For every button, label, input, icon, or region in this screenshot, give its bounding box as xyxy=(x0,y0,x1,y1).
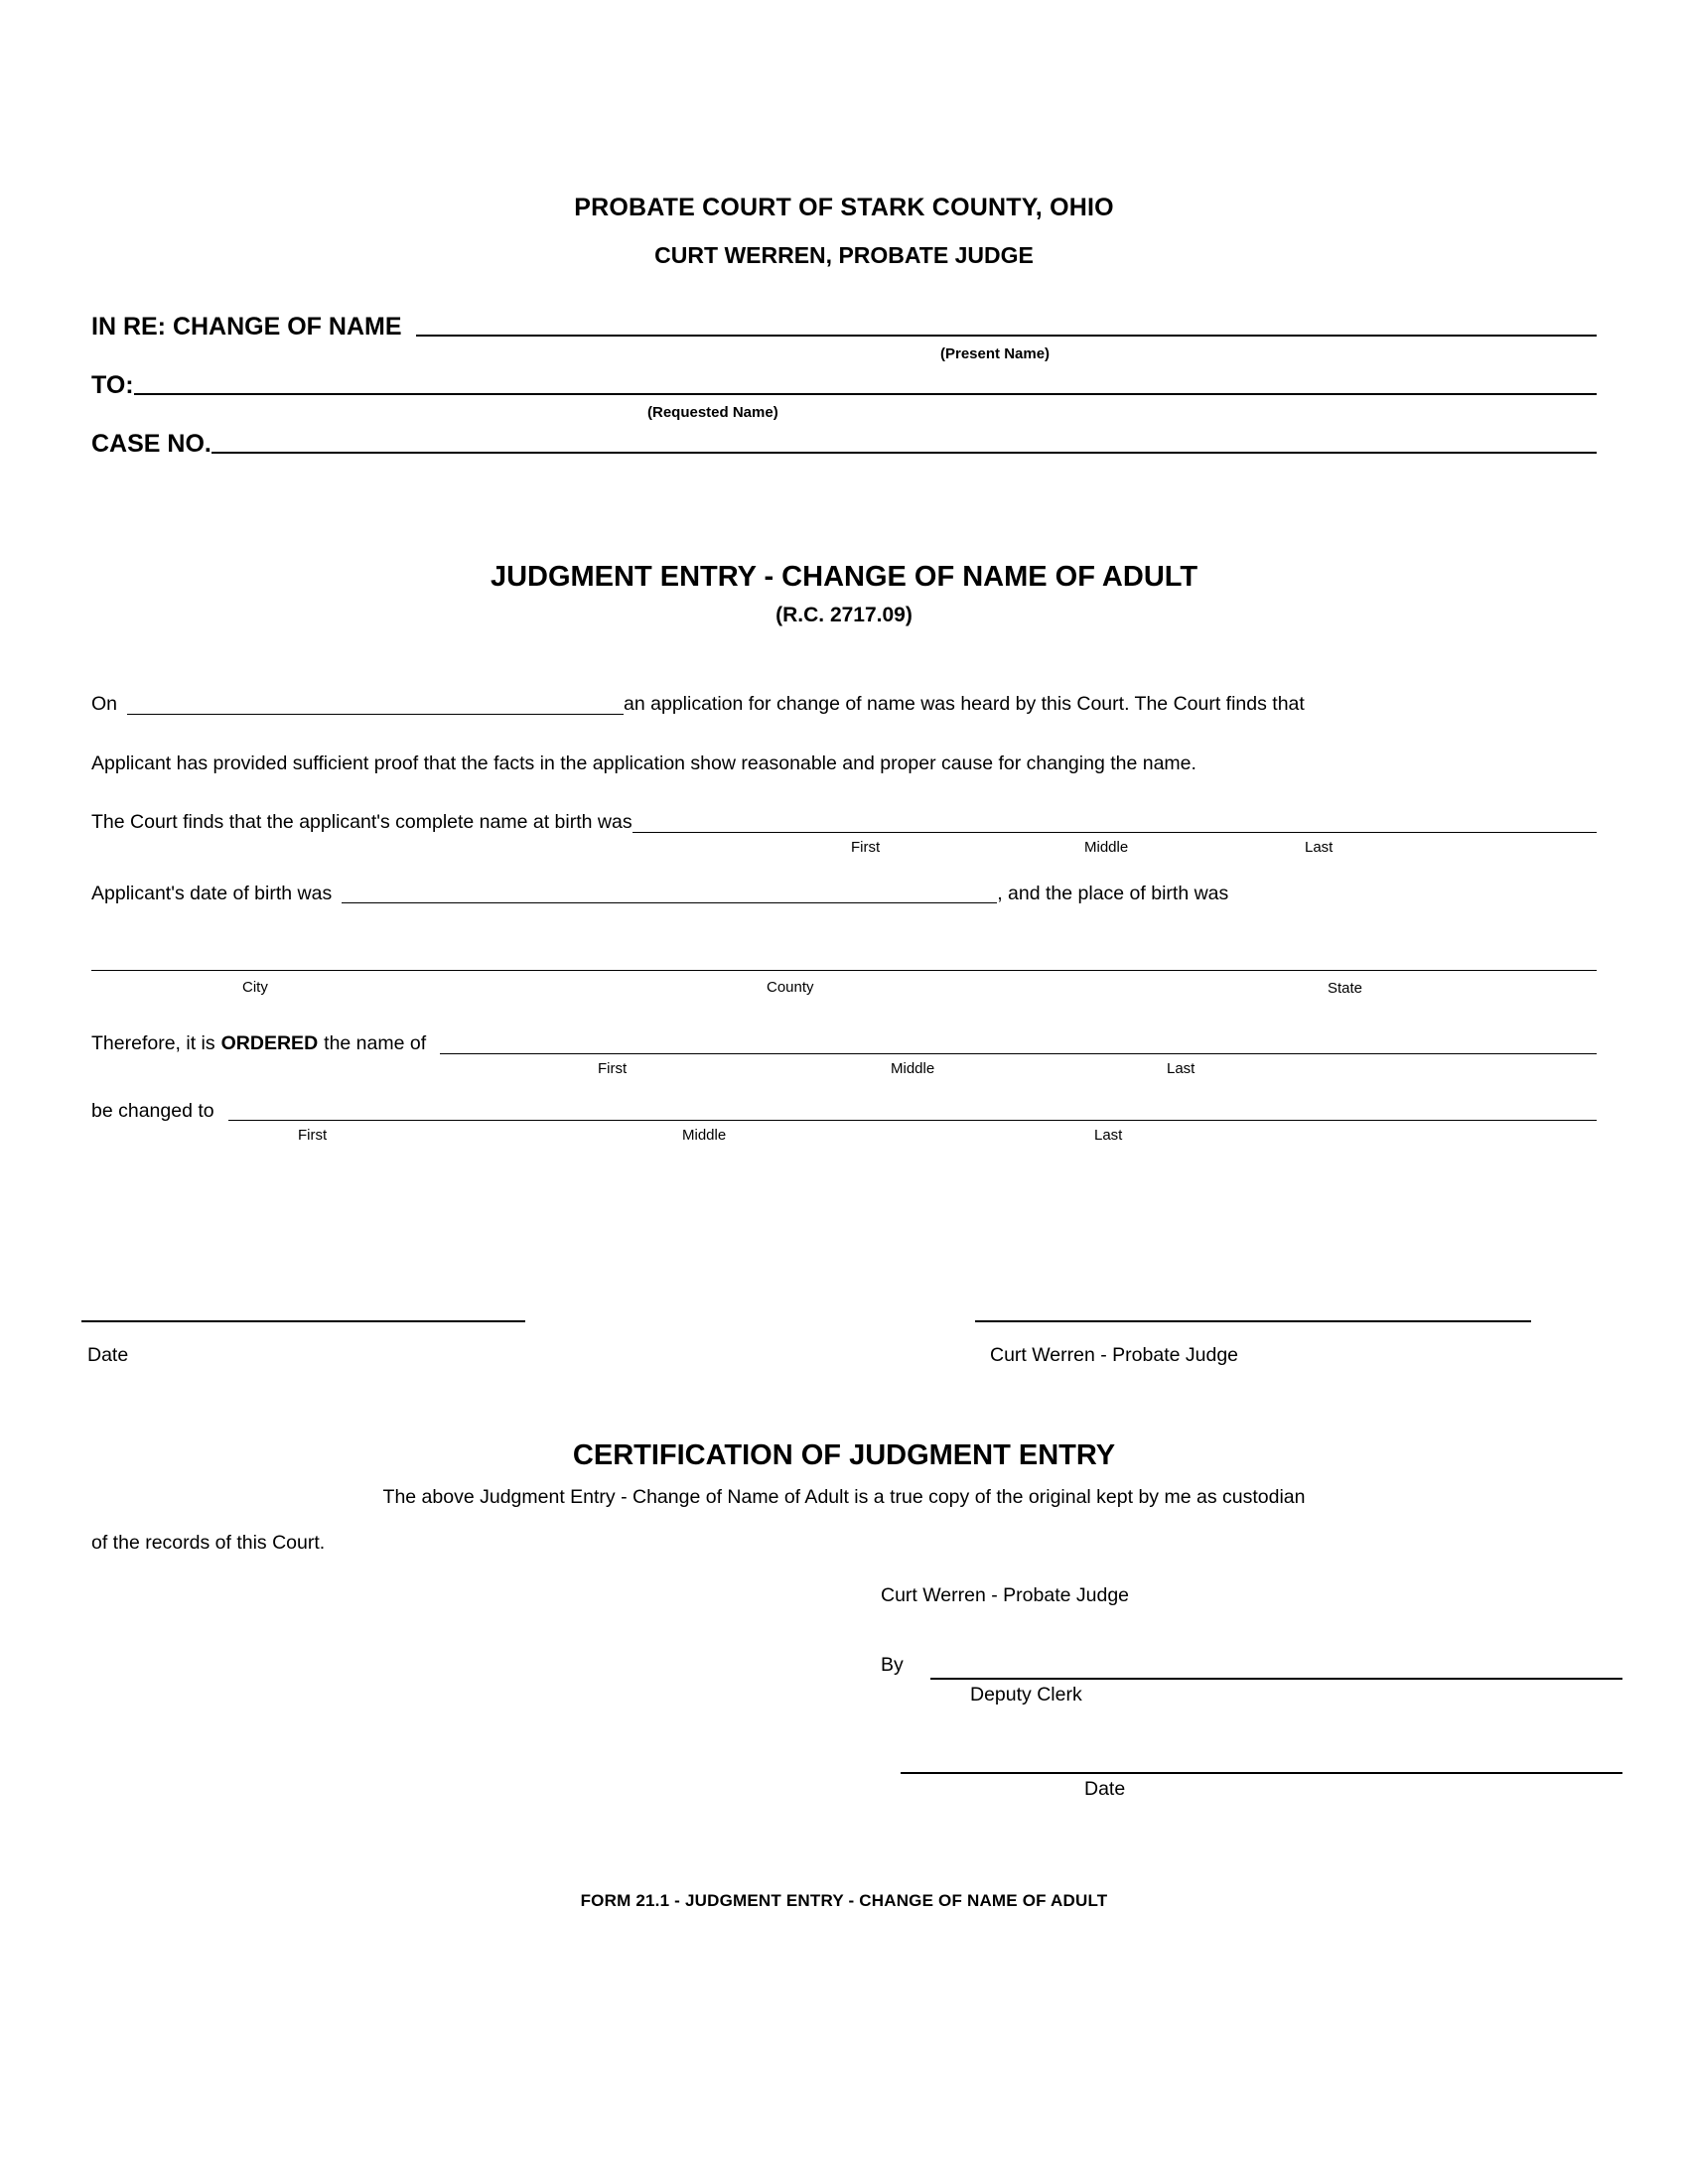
signature-block xyxy=(81,1320,1597,1370)
ordered-pre-label: Therefore, it is xyxy=(91,1032,215,1054)
birth-name-line xyxy=(91,813,1597,833)
document-title: JUDGMENT ENTRY - CHANGE OF NAME OF ADULT xyxy=(490,561,1198,593)
certification-line-1: The above Judgment Entry - Change of Name of Adult is a true copy of the original kept by me as custodian xyxy=(382,1486,1306,1508)
hearing-date-line xyxy=(91,695,1597,715)
judge-signature-field[interactable] xyxy=(975,1320,1531,1322)
in-re-label: IN RE: CHANGE OF NAME xyxy=(91,313,402,341)
ordered-name-line xyxy=(91,1034,1597,1054)
deputy-clerk-signature-field[interactable] xyxy=(930,1678,1622,1680)
in-re-row xyxy=(91,313,1597,341)
case-caption xyxy=(91,313,1597,459)
new-name-captions xyxy=(91,1121,1597,1153)
date-of-birth-line xyxy=(91,882,1597,904)
date-of-birth-field[interactable] xyxy=(342,901,997,903)
state-caption: State xyxy=(1328,980,1363,997)
certification-title: CERTIFICATION OF JUDGMENT ENTRY xyxy=(572,1439,1116,1471)
body-content xyxy=(91,695,1597,1153)
judge-name-label: Curt Werren - Probate Judge xyxy=(990,1344,1239,1366)
present-name-field[interactable] xyxy=(416,334,1598,337)
ordered-keyword: ORDERED xyxy=(220,1032,319,1054)
hearing-date-field[interactable] xyxy=(127,713,624,715)
new-first-caption: First xyxy=(298,1127,328,1144)
by-label: By xyxy=(881,1654,904,1676)
court-header xyxy=(0,194,1688,269)
present-name-caption: (Present Name) xyxy=(940,345,1051,362)
birth-name-captions xyxy=(91,833,1597,865)
place-of-birth-captions xyxy=(91,971,1597,1005)
to-row xyxy=(91,371,1597,400)
court-name-line: PROBATE COURT OF STARK COUNTY, OHIO xyxy=(574,194,1114,221)
birth-name-label: The Court finds that the applicant's complete name at birth was xyxy=(91,811,633,833)
certification-line-2: of the records of this Court. xyxy=(91,1531,326,1554)
on-label: On xyxy=(91,693,118,715)
current-middle-caption: Middle xyxy=(891,1059,935,1077)
certification-section xyxy=(91,1439,1597,1815)
ordered-post-label: the name of xyxy=(324,1032,427,1054)
place-of-birth-label: , and the place of birth was xyxy=(997,882,1229,904)
new-name-line xyxy=(91,1099,1597,1122)
city-caption: City xyxy=(242,979,268,996)
birth-first-caption: First xyxy=(851,838,881,856)
current-last-caption: Last xyxy=(1167,1059,1196,1077)
certification-judge-label: Curt Werren - Probate Judge xyxy=(881,1584,1130,1606)
birth-middle-caption: Middle xyxy=(1084,838,1129,856)
birth-last-caption: Last xyxy=(1305,838,1334,856)
deputy-clerk-label: Deputy Clerk xyxy=(970,1684,1082,1706)
new-last-caption: Last xyxy=(1094,1127,1123,1144)
requested-name-caption: (Requested Name) xyxy=(647,404,778,421)
case-no-label: CASE NO. xyxy=(91,430,211,458)
form-footer: FORM 21.1 - JUDGMENT ENTRY - CHANGE OF NAME OF ADULT xyxy=(580,1891,1108,1910)
statute-reference: (R.C. 2717.09) xyxy=(775,604,913,626)
certification-date-field[interactable] xyxy=(901,1772,1622,1774)
proof-paragraph: Applicant has provided sufficient proof that the facts in the application show reasonable and proper cause for changing the name. xyxy=(91,751,1196,774)
current-name-captions xyxy=(91,1054,1597,1086)
to-label: TO: xyxy=(91,371,134,399)
be-changed-to-label: be changed to xyxy=(91,1099,214,1122)
new-middle-caption: Middle xyxy=(682,1127,727,1144)
hearing-text: an application for change of name was heard by this Court. The Court finds that xyxy=(624,693,1305,715)
date-of-birth-label: Applicant's date of birth was xyxy=(91,882,333,904)
case-no-field[interactable] xyxy=(211,451,1597,454)
certification-date-label: Date xyxy=(1084,1778,1126,1800)
document-title-block xyxy=(0,561,1688,627)
current-first-caption: First xyxy=(598,1059,628,1077)
county-caption: County xyxy=(767,979,814,996)
date-label: Date xyxy=(87,1344,129,1366)
judge-date-field[interactable] xyxy=(81,1320,525,1322)
judge-name-line: CURT WERREN, PROBATE JUDGE xyxy=(654,242,1034,268)
certification-signature-block xyxy=(91,1586,1597,1815)
case-no-row xyxy=(91,430,1597,459)
requested-name-field[interactable] xyxy=(134,392,1597,395)
